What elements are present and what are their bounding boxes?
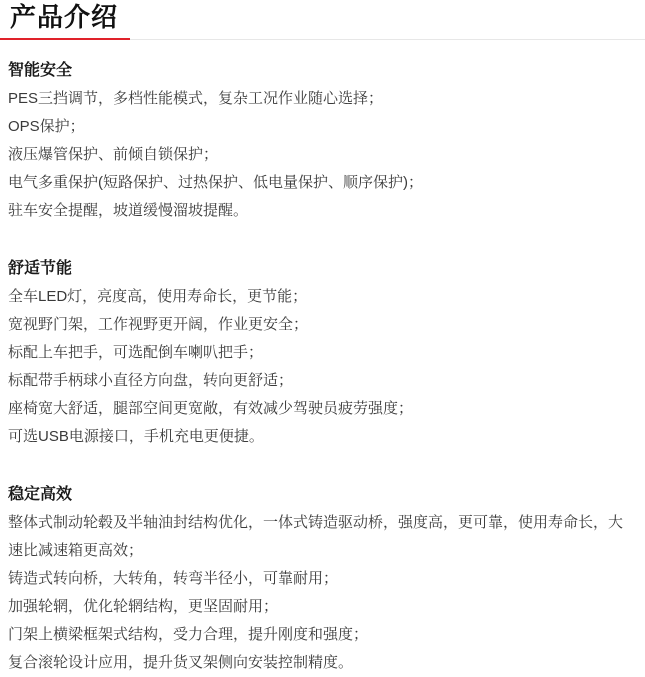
title-underline [0,38,645,40]
feature-line: 可选USB电源接口，手机充电更便捷。 [8,428,264,445]
feature-line: 全车LED灯，亮度高，使用寿命长，更节能； [8,288,308,305]
feature-line: 加强轮辋，优化轮辋结构，更坚固耐用； [8,598,279,615]
feature-line: PES三挡调节，多档性能模式，复杂工况作业随心选择； [8,90,384,107]
section-heading: 舒适节能 [8,260,73,277]
feature-line: 座椅宽大舒适，腿部空间更宽敞，有效减少驾驶员疲劳强度； [8,400,414,417]
title-underline-accent [0,38,130,40]
feature-line: 驻车安全提醒，坡道缓慢溜坡提醒。 [8,202,249,219]
feature-line: 复合滚轮设计应用，提升货叉架侧向安装控制精度。 [8,654,354,671]
page-title: 产品介绍 [10,2,119,32]
feature-line: 标配带手柄球小直径方向盘，转向更舒适； [8,372,294,389]
feature-line: 标配上车把手，可选配倒车喇叭把手； [8,344,264,361]
section-comfort-energy-saving [8,255,637,451]
feature-line: 宽视野门架，工作视野更开阔，作业更安全； [8,316,309,333]
feature-line: 液压爆管保护、前倾自锁保护； [8,146,219,163]
section-intelligent-safety [8,57,637,225]
section-heading: 智能安全 [8,62,73,79]
feature-line: OPS保护； [8,118,85,135]
feature-line: 铸造式转向桥，大转角，转弯半径小，可靠耐用； [8,570,339,587]
feature-line: 门架上横梁框架式结构，受力合理，提升刚度和强度； [8,626,369,643]
feature-line: 整体式制动轮毂及半轴油封结构优化，一体式铸造驱动桥，强度高，更可靠，使用寿命长，大速比减速箱更高效； [8,514,624,559]
section-stable-efficient [8,481,637,677]
feature-line: 电气多重保护(短路保护、过热保护、低电量保护、顺序保护)； [8,174,423,191]
page-header [0,0,645,40]
section-heading: 稳定高效 [8,486,73,503]
feature-content [0,57,645,677]
